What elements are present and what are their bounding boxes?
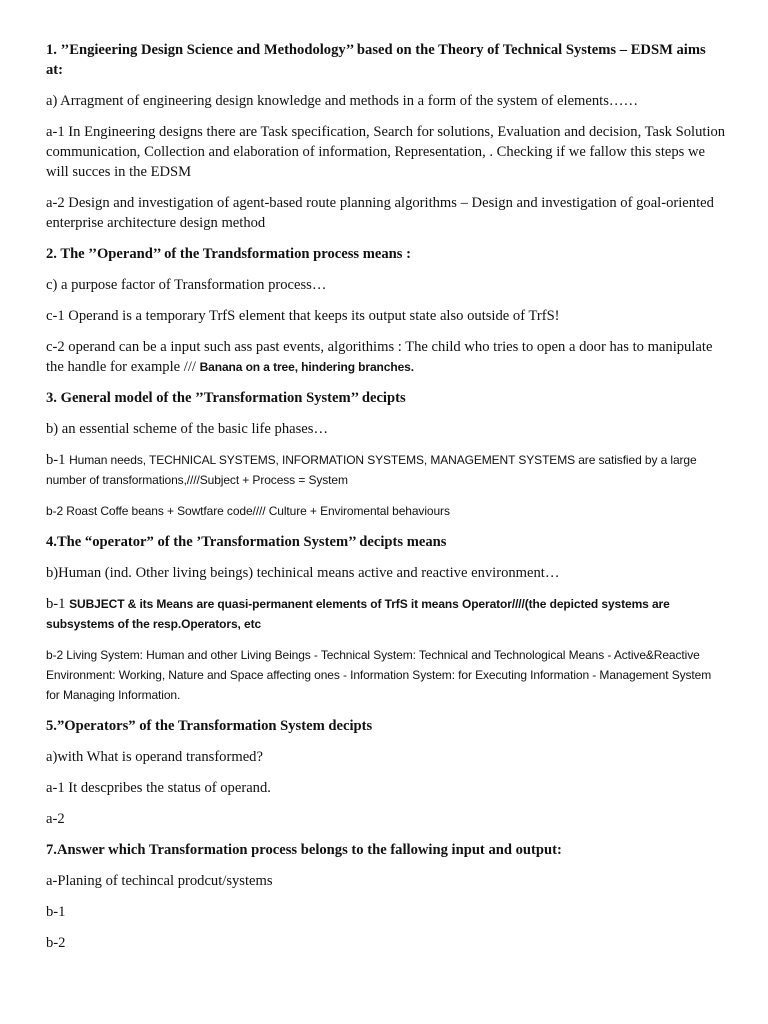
question-5-answer-a: a)with What is operand transformed?	[46, 749, 263, 765]
question-2-answer-c1: c-1 Operand is a temporary TrfS element that keeps its output state also outside of TrfS!	[46, 308, 560, 324]
question-4-answer-b1-text: SUBJECT & its Means are quasi-permanent elements of TrfS it means Operator////(the depicted systems are subsystems of the resp.Operators, etc	[46, 597, 670, 631]
question-1-answer-a1: a-1 In Engineering designs there are Task specification, Search for solutions, Evaluation and decision, Task Solution communication, Collection and elaboration of information, Representation, . Checking if we fallow this steps we will succes in the EDSM	[46, 124, 726, 180]
question-2-answer-c2-example: Banana on a tree, hindering branches.	[199, 360, 414, 374]
question-5-answer-a1: a-1 It descpribes the status of operand.	[46, 780, 271, 796]
question-4-answer-b: b)Human (ind. Other living beings) techinical means active and reactive environment…	[46, 565, 560, 581]
question-7-answer-b1: b-1	[46, 904, 66, 920]
question-7-answer-a: a-Planing of techincal prodcut/systems	[46, 873, 273, 889]
question-1-answer-a2: a-2 Design and investigation of agent-based route planning algorithms – Design and investigation of goal-oriented enterprise architecture design method	[46, 195, 714, 231]
document-page	[46, 40, 726, 953]
question-3-heading: 3. General model of the ’’Transformation System’’ decipts	[46, 390, 406, 406]
question-2-answer-c2	[46, 337, 726, 377]
question-3-answer-b1-text: Human needs, TECHNICAL SYSTEMS, INFORMATION SYSTEMS, MANAGEMENT SYSTEMS are satisfied by a large number of transformations,////Subject + Process = System	[46, 453, 697, 487]
question-3-answer-b2: b-2 Roast Coffe beans + Sowtfare code//// Culture + Enviromental behaviours	[46, 504, 450, 518]
question-4-answer-b1-prefix: b-1	[46, 596, 70, 612]
question-4-answer-b1	[46, 594, 726, 634]
question-5-heading: 5.”Operators” of the Transformation System decipts	[46, 718, 373, 734]
question-7-heading: 7.Answer which Transformation process belongs to the fallowing input and output:	[46, 842, 562, 858]
question-1-heading: 1. ’’Engieering Design Science and Methodology’’ based on the Theory of Technical Systems – EDSM aims at:	[46, 42, 706, 78]
question-2-heading: 2. The ’’Operand’’ of the Trandsformation process means :	[46, 246, 411, 262]
question-4-heading: 4.The “operator” of the ’Transformation System’’ decipts means	[46, 534, 447, 550]
question-3-answer-b: b) an essential scheme of the basic life phases…	[46, 421, 329, 437]
question-5-answer-a2: a-2	[46, 811, 65, 827]
question-4-answer-b2: b-2 Living System: Human and other Living Beings - Technical System: Technical and Technological Means - Active&Reactive Environment: Working, Nature and Space affecting ones - Information System: for Executing Information - Management System for Managing Information.	[46, 648, 712, 702]
question-2-answer-c: c) a purpose factor of Transformation process…	[46, 277, 327, 293]
question-2-answer-c2-text: c-2 operand can be a input such ass past events, algorithims : The child who tries to open a door has to manipulate the handle for example ///	[46, 339, 713, 375]
question-3-answer-b1	[46, 450, 726, 490]
question-7-answer-b2: b-2	[46, 935, 66, 951]
question-3-answer-b1-prefix: b-1	[46, 452, 70, 468]
question-1-answer-a: a) Arragment of engineering design knowledge and methods in a form of the system of elements……	[46, 93, 639, 109]
